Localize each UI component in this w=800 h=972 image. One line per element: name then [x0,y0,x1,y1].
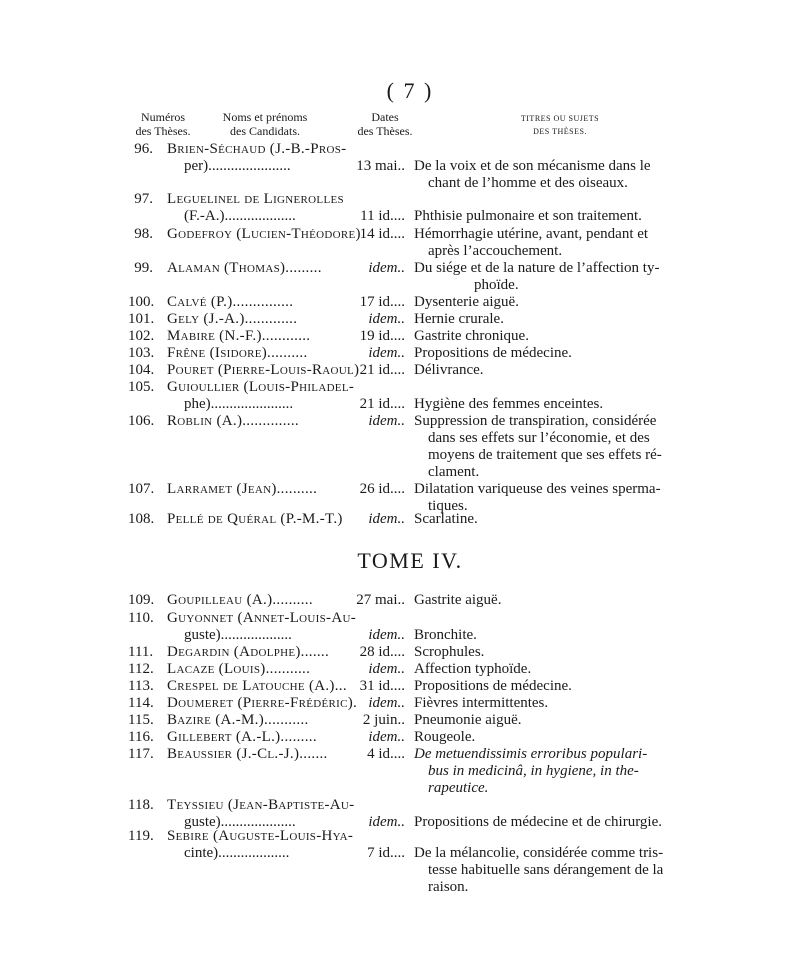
candidate-name: Pellé de Quéral (P.-M.-T.) [167,511,343,527]
thesis-title: Hernie crurale. [414,311,504,327]
entry-number: 108. [128,511,155,527]
thesis-date: 31 id.... [359,678,405,694]
candidate-name: Crespel de Latouche (A.)... [167,678,347,694]
thesis-date: idem.. [368,695,405,711]
entry-number: 111. [128,644,154,660]
thesis-title: Propositions de médecine. [414,345,572,361]
entry-number: 103. [128,345,155,361]
candidate-name: Pouret (Pierre-Louis-Raoul) [167,362,360,378]
candidate-name: Alaman (Thomas)......... [167,260,322,276]
thesis-date: 21 id.... [359,362,405,378]
thesis-title: Scarlatine. [414,511,478,527]
thesis-title: Affection typhoïde. [414,661,532,677]
thesis-title: Bronchite. [414,627,477,643]
entry-number: 119. [128,828,154,844]
thesis-date: idem.. [368,814,405,830]
entry-number: 110. [128,610,154,626]
candidate-name: Goupilleau (A.).......... [167,592,313,608]
entry-number: 109. [128,592,155,608]
thesis-title: Rougeole. [414,729,476,745]
thesis-title: Dysenterie aiguë. [414,294,519,310]
candidate-name: Brien-Séchaud (J.-B.-Pros- [167,141,347,157]
thesis-date: 13 mai.. [356,158,405,174]
thesis-date: 14 id.... [359,226,405,242]
candidate-name: Frêne (Isidore).......... [167,345,308,361]
candidate-name: Roblin (A.).............. [167,413,299,429]
thesis-date: idem.. [368,413,405,429]
thesis-title: Gastrite aiguë. [414,592,502,608]
candidate-name-cont: phe)...................... [184,396,294,412]
thesis-title: Du siége et de la nature de l’affection ty- phoïde. [414,260,660,293]
thesis-date: idem.. [368,511,405,527]
thesis-date: idem.. [368,627,405,643]
entry-number: 98. [134,226,153,242]
candidate-name: Gely (J.-A.)............. [167,311,298,327]
candidate-name: Guyonnet (Annet-Louis-Au- [167,610,356,626]
entry-number: 101. [128,311,155,327]
header-noms: Noms et prénoms des Candidats. [222,110,308,138]
candidate-name-cont: cinte)................... [184,845,290,861]
candidate-name-cont: per)...................... [184,158,291,174]
entry-number: 102. [128,328,155,344]
candidate-name: Gillebert (A.-L.)......... [167,729,317,745]
thesis-date: 21 id.... [359,396,405,412]
thesis-title: Dilatation variqueuse des veines sperma- tiques. [414,481,661,514]
entry-number: 112. [128,661,154,677]
entry-number: 116. [128,729,154,745]
thesis-date: 4 id.... [367,746,405,762]
entry-number: 115. [128,712,154,728]
entry-number: 104. [128,362,155,378]
thesis-title: Délivrance. [414,362,484,378]
thesis-date: 17 id.... [359,294,405,310]
thesis-date: 2 juin.. [362,712,405,728]
candidate-name: Sebire (Auguste-Louis-Hya- [167,828,354,844]
entry-number: 97. [134,191,153,207]
entry-number: 114. [128,695,154,711]
candidate-name: Bazire (A.-M.)........... [167,712,309,728]
thesis-date: idem.. [368,345,405,361]
candidate-name: Lacaze (Louis)........... [167,661,311,677]
entry-number: 118. [128,797,154,813]
entry-number: 100. [128,294,155,310]
thesis-date: 26 id.... [359,481,405,497]
entry-number: 106. [128,413,155,429]
candidate-name: Godefroy (Lucien-Théodore) [167,226,361,242]
thesis-title: De la mélancolie, considérée comme tris- tesse habituelle sans dérangement de la raison. [414,845,664,895]
candidate-name: Calvé (P.)............... [167,294,294,310]
candidate-name: Larramet (Jean).......... [167,481,318,497]
header-numeros: Numéros des Thèses. [135,110,191,138]
tome-heading: TOME IV. [357,548,463,573]
thesis-title: Propositions de médecine. [414,678,572,694]
candidate-name: Degardin (Adolphe)....... [167,644,330,660]
thesis-date: idem.. [368,260,405,276]
thesis-title: Scrophules. [414,644,485,660]
thesis-title: Pneumonie aiguë. [414,712,522,728]
thesis-date: idem.. [368,661,405,677]
thesis-date: idem.. [368,729,405,745]
candidate-name-cont: (F.-A.)................... [184,208,296,224]
thesis-date: 11 id.... [360,208,405,224]
thesis-title: Gastrite chronique. [414,328,529,344]
entry-number: 99. [134,260,153,276]
thesis-title: Suppression de transpiration, considérée dans ses effets sur l’économie, et des moyens de traitement que ses effets ré- clament. [414,413,662,480]
page-number: ( 7 ) [386,78,434,103]
candidate-name-cont: guste)................... [184,627,292,643]
thesis-title: De metuendissimis erroribus populari- bus in medicinâ, in hygiene, in the- rapeutice. [414,746,648,796]
entry-number: 107. [128,481,155,497]
thesis-title: Hémorrhagie utérine, avant, pendant et après l’accouchement. [414,226,649,259]
candidate-name: Teyssieu (Jean-Baptiste-Au- [167,797,355,813]
header-titres: TITRES OU SUJETS DES THÈSES. [520,114,600,136]
candidate-name: Doumeret (Pierre-Frédéric). [167,695,358,711]
thesis-date: idem.. [368,311,405,327]
candidate-name: Mabire (N.-F.)............ [167,328,311,344]
thesis-date: 19 id.... [359,328,405,344]
thesis-title: Phthisie pulmonaire et son traitement. [414,208,642,224]
thesis-date: 27 mai.. [356,592,405,608]
candidate-name-cont: guste).................... [184,814,296,830]
thesis-title: Fièvres intermittentes. [414,695,549,711]
thesis-title: Hygiène des femmes enceintes. [414,396,604,412]
entry-number: 113. [128,678,154,694]
thesis-title: De la voix et de son mécanisme dans le chant de l’homme et des oiseaux. [414,158,651,191]
candidate-name: Guioullier (Louis-Philadel- [167,379,355,395]
thesis-date: 7 id.... [367,845,405,861]
candidate-name: Leguelinel de Lignerolles [167,191,344,207]
entry-number: 117. [128,746,154,762]
header-dates: Dates des Thèses. [357,110,413,138]
candidate-name: Beaussier (J.-Cl.-J.)....... [167,746,328,762]
entry-number: 96. [134,141,153,157]
entry-number: 105. [128,379,155,395]
thesis-title: Propositions de médecine et de chirurgie. [414,814,662,830]
thesis-date: 28 id.... [359,644,405,660]
